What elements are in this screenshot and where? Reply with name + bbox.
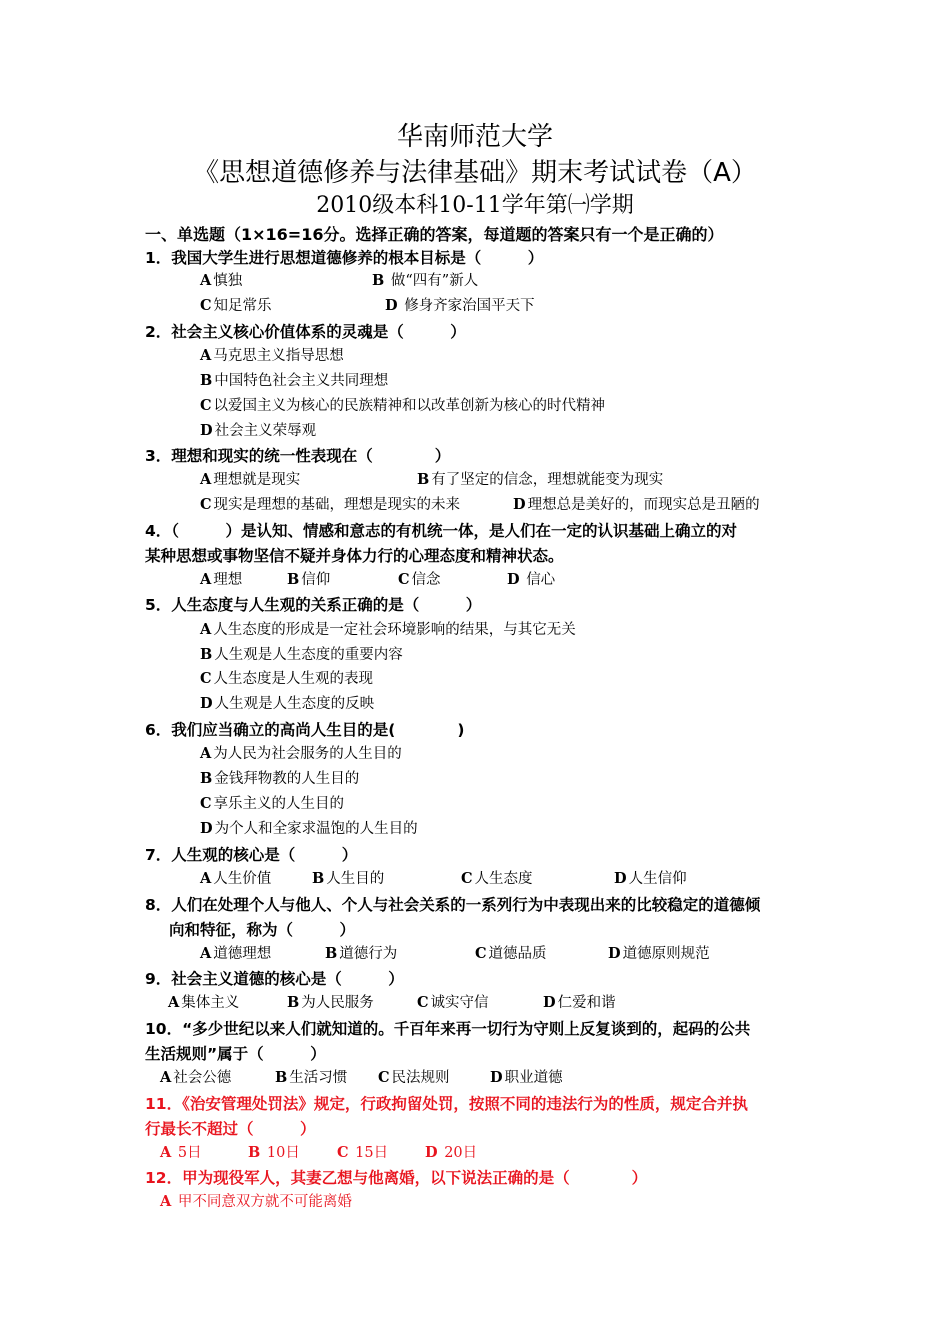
question-4-option-b: B 信仰: [287, 571, 331, 588]
question-4-stem: 4．（ ）是认知、情感和意志的有机统一体，是人们在一定的认识基础上确立的对 某种思想或事物坚信不疑并身体力行的心理态度和精神状态。: [145, 522, 738, 565]
question-10-option-c: C 民法规则: [378, 1069, 450, 1086]
exam-title: 《思想道德修养与法律基础》期末考试试卷（A）: [193, 158, 757, 188]
question-5-stem: 5．人生态度与人生观的关系正确的是（ ）: [145, 596, 482, 614]
question-5-option-d: D 人生观是人生态度的反映: [200, 695, 375, 712]
question-4-option-d: D 信心: [507, 571, 556, 588]
question-9-option-c: C 诚实守信: [417, 994, 489, 1011]
question-2-option-c: C 以爱国主义为核心的民族精神和以改革创新为核心的时代精神: [200, 397, 606, 414]
question-9-option-a: A 集体主义: [168, 994, 240, 1011]
question-8-option-a: A 道德理想: [200, 945, 272, 962]
question-4-option-c: C 信念: [398, 571, 441, 588]
question-6-option-a: A 为人民为社会服务的人生目的: [200, 745, 402, 762]
question-1-option-a: A 慎独: [200, 272, 243, 289]
question-2-option-a: A 马克思主义指导思想: [200, 347, 344, 364]
question-6-option-b: B 金钱拜物教的人生目的: [200, 770, 360, 787]
question-10-option-b: B 生活习惯: [275, 1069, 348, 1086]
question-10-option-a: A 社会公德: [160, 1069, 232, 1086]
question-6-option-c: C 享乐主义的人生目的: [200, 795, 345, 812]
question-10-stem: 10．“多少世纪以来人们就知道的。千百年来再一切行为守则上反复谈到的，起码的公共 生活规则”属于（ ）: [145, 1020, 751, 1063]
question-9-option-d: D 仁爱和谐: [543, 994, 616, 1011]
question-10-option-d: D 职业道德: [490, 1069, 563, 1086]
question-2-option-d: D 社会主义荣辱观: [200, 422, 317, 439]
question-8-option-c: C 道德品质: [475, 945, 547, 962]
question-7-option-a: A 人生价值: [200, 870, 272, 887]
university-name: 华南师范大学: [396, 122, 553, 152]
question-3-option-d: D 理想总是美好的，而现实总是丑陋的: [513, 496, 760, 513]
question-11-option-c: C 15日: [337, 1144, 389, 1161]
question-11-option-b: B 10日: [248, 1144, 300, 1161]
question-11-stem: 11．《治安管理处罚法》规定，行政拘留处罚，按照不同的违法行为的性质，规定合并执 行最长不超过（ ）: [145, 1095, 748, 1138]
question-11-option-a: A 5日: [160, 1144, 202, 1161]
question-9-stem: 9．社会主义道德的核心是（ ）: [145, 970, 404, 988]
question-1-option-b: B 做“四有”新人: [372, 272, 479, 289]
question-7-option-c: C 人生态度: [461, 870, 533, 887]
question-6-stem: 6．我们应当确立的高尚人生目的是( ): [145, 721, 465, 739]
question-3-option-b: B 有了坚定的信念，理想就能变为现实: [417, 471, 664, 488]
question-6-option-d: D 为个人和全家求温饱的人生目的: [200, 820, 418, 837]
question-5-option-b: B 人生观是人生态度的重要内容: [200, 646, 403, 663]
section-heading: 一、单选题（1×16=16分。选择正确的答案，每道题的答案只有一个是正确的）: [145, 225, 724, 244]
question-7-option-b: B 人生目的: [312, 870, 385, 887]
term-line: 2010级本科10-11学年第㈠学期: [316, 193, 634, 218]
question-8-option-d: D 道德原则规范: [608, 945, 710, 962]
question-5-option-c: C 人生态度是人生观的表现: [200, 670, 374, 687]
question-2-option-b: B 中国特色社会主义共同理想: [200, 372, 389, 389]
question-7-option-d: D 人生信仰: [614, 870, 687, 887]
question-11-option-d: D 20日: [425, 1144, 478, 1161]
question-9-option-b: B 为人民服务: [287, 994, 374, 1011]
question-8-option-b: B 道德行为: [325, 945, 398, 962]
question-1-stem: 1．我国大学生进行思想道德修养的根本目标是（ ）: [145, 249, 544, 267]
question-1-option-d: D 修身齐家治国平天下: [385, 297, 535, 314]
question-1-option-c: C 知足常乐: [200, 297, 272, 314]
question-8-stem: 8．人们在处理个人与他人、个人与社会关系的一系列行为中表现出来的比较稳定的道德倾 向和特征，称为（ ）: [145, 896, 761, 939]
question-12-stem: 12．甲为现役军人，其妻乙想与他离婚，以下说法正确的是（ ）: [145, 1169, 648, 1187]
question-3-stem: 3．理想和现实的统一性表现在（ ）: [145, 447, 451, 465]
question-3-option-a: A 理想就是现实: [200, 471, 301, 488]
question-2-stem: 2．社会主义核心价值体系的灵魂是（ ）: [145, 323, 466, 341]
question-4-option-a: A 理想: [200, 571, 243, 588]
question-3-option-c: C 现实是理想的基础，理想是现实的未来: [200, 496, 461, 513]
question-12-option-a: A 甲不同意双方就不可能离婚: [160, 1193, 352, 1210]
question-5-option-a: A 人生态度的形成是一定社会环境影响的结果，与其它无关: [200, 621, 576, 638]
question-7-stem: 7．人生观的核心是（ ）: [145, 846, 358, 864]
